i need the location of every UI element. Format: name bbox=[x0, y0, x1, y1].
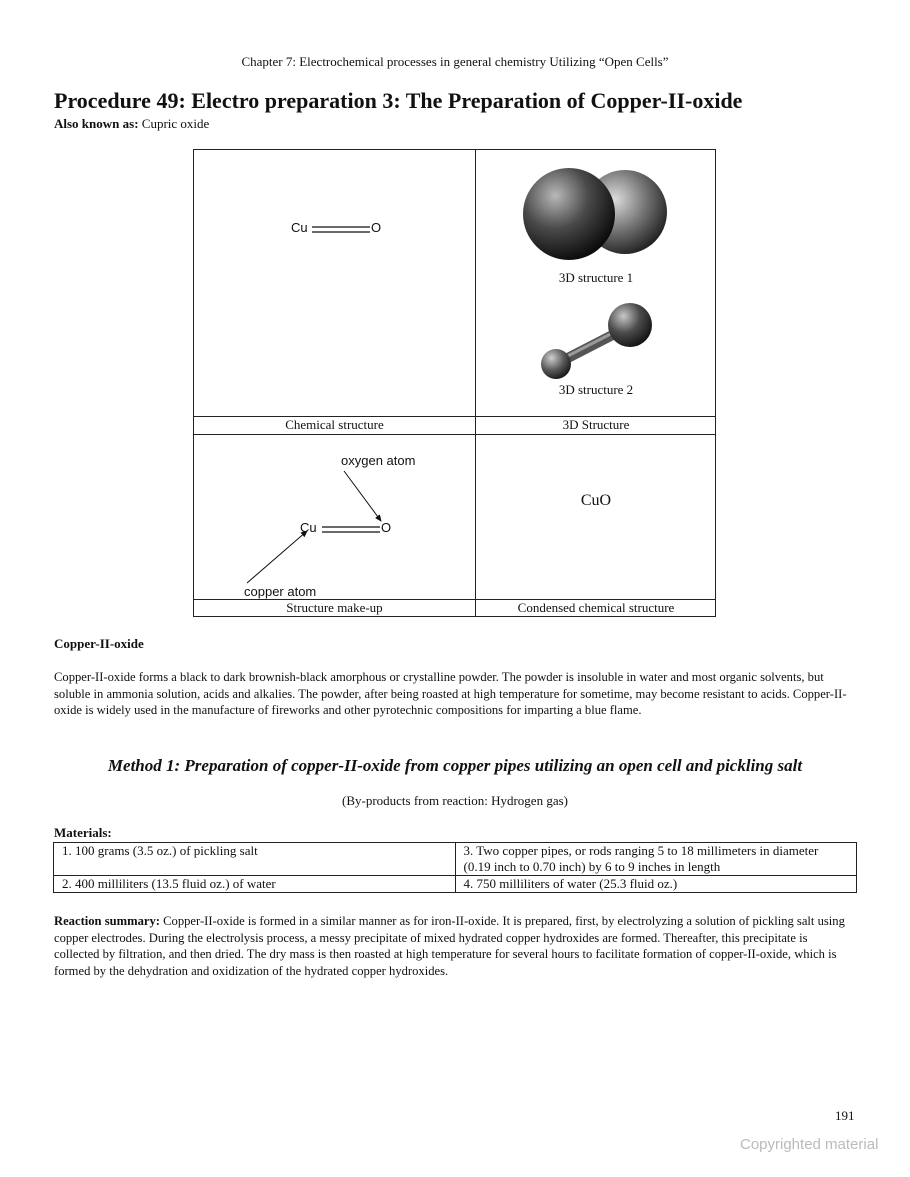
3d-structure-caption: 3D Structure bbox=[562, 417, 630, 432]
condensed-structure-caption: Condensed chemical structure bbox=[517, 600, 675, 615]
double-bond bbox=[322, 524, 384, 536]
ball-and-stick-model-image bbox=[534, 300, 664, 385]
reaction-summary-text: Copper-II-oxide is formed in a similar manner as for iron-II-oxide. It is prepared, first, by electrolyzing a solution of pickling salt using copper electrodes. During the electrolysis process, a messy precipitate of mixed hydrated copper hydroxides are formed. Thereafter, this precipitate is collected by filtration, and then dried. The dry mass is then roasted at high temperature for several hours to facilitate formation of copper-II-oxide, which is formed by the dehydration and oxidization of the hydrated copper hydroxides. bbox=[54, 914, 845, 978]
structure-figure-table bbox=[193, 149, 716, 617]
space-filling-model-image bbox=[519, 162, 669, 270]
o-symbol: O bbox=[371, 220, 382, 235]
aka-label: Also known as: bbox=[54, 116, 139, 131]
condensed-formula: CuO bbox=[580, 492, 612, 509]
also-known-as bbox=[54, 116, 209, 132]
page-title: Procedure 49: Electro preparation 3: The Preparation of Copper-II-oxide bbox=[54, 88, 743, 113]
cu-symbol: Cu bbox=[300, 520, 317, 535]
reaction-summary bbox=[54, 913, 854, 979]
table-row bbox=[54, 876, 857, 893]
reaction-summary-label: Reaction summary: bbox=[54, 914, 160, 928]
description-paragraph: Copper-II-oxide forms a black to dark brownish-black amorphous or crystalline powder. The powder is insoluble in water and most organic solvents, but soluble in ammonia solution, acids and alkalies. The powder, after being roasted at high temperature for sometime, may become resistant to acids. Copper-II-oxide is widely used in the manufacture of fireworks and other pyrotechnic compositions for imparting a blue flame. bbox=[54, 670, 847, 717]
copyright-watermark: Copyrighted material bbox=[740, 1136, 879, 1153]
aka-value: Cupric oxide bbox=[141, 116, 210, 131]
table-cell: 3. Two copper pipes, or rods ranging 5 to 18 millimeters in diameter (0.19 inch to 0.70 inch) by 6 to 9 inches in length bbox=[455, 843, 857, 876]
structure2-label: 3D structure 2 bbox=[558, 382, 634, 397]
table-row bbox=[54, 843, 857, 876]
figure-divider bbox=[194, 434, 715, 435]
double-bond bbox=[312, 224, 372, 236]
copper-atom-label: copper atom bbox=[244, 584, 317, 599]
byproducts-note: (By-products from reaction: Hydrogen gas) bbox=[342, 793, 568, 808]
section-heading: Copper-II-oxide bbox=[54, 636, 144, 651]
method-title: Method 1: Preparation of copper-II-oxide from copper pipes utilizing an open cell and pickling salt bbox=[107, 756, 803, 775]
table-cell: 4. 750 milliliters of water (25.3 fluid oz.) bbox=[455, 876, 857, 893]
page-number: 191 bbox=[835, 1108, 855, 1123]
oxygen-atom-label: oxygen atom bbox=[341, 453, 416, 468]
materials-heading: Materials: bbox=[54, 825, 112, 840]
table-cell: 1. 100 grams (3.5 oz.) of pickling salt bbox=[54, 843, 456, 876]
chemical-structure-caption: Chemical structure bbox=[285, 417, 384, 432]
table-cell: 2. 400 milliliters (13.5 fluid oz.) of water bbox=[54, 876, 456, 893]
structure-makeup-caption: Structure make-up bbox=[286, 600, 383, 615]
materials-table bbox=[53, 842, 857, 893]
running-header: Chapter 7: Electrochemical processes in general chemistry Utilizing “Open Cells” bbox=[241, 54, 669, 69]
o-symbol: O bbox=[381, 520, 392, 535]
cu-symbol: Cu bbox=[291, 220, 308, 235]
structure1-label: 3D structure 1 bbox=[558, 270, 634, 285]
